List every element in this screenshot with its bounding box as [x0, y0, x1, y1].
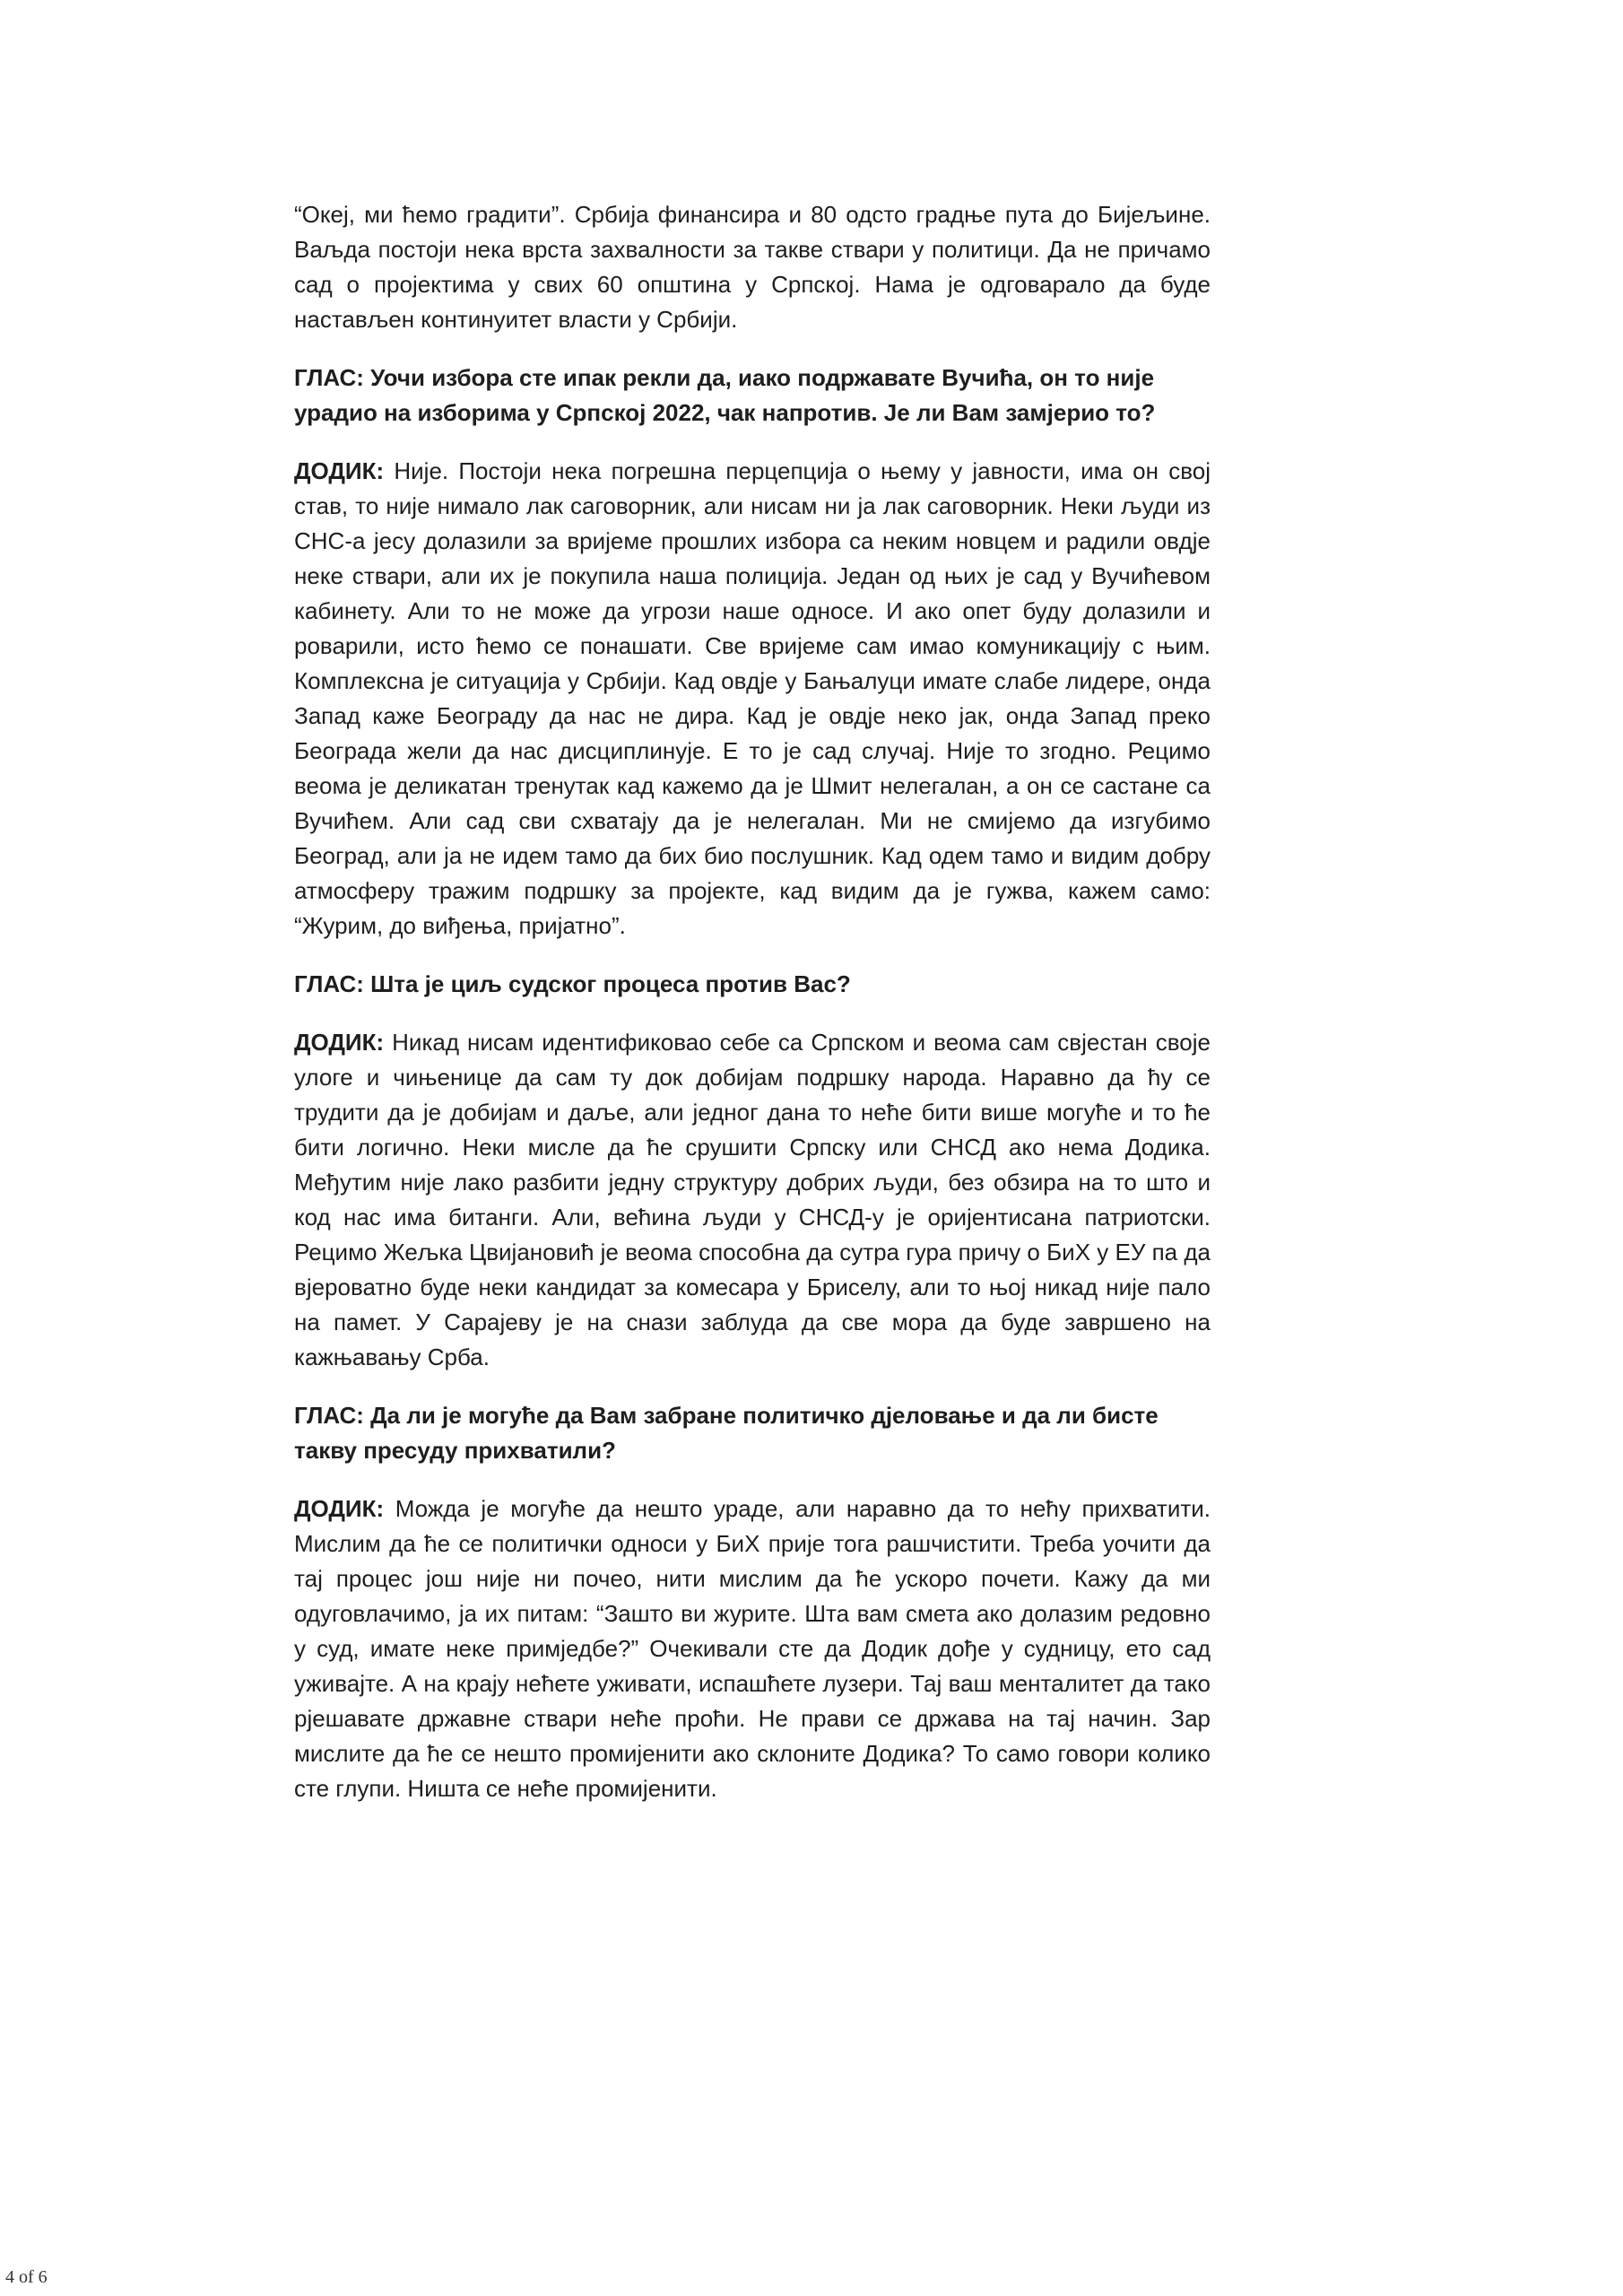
answer-text: Можда је могуће да нешто ураде, али наравно да то нећу прихватити. Мислим да ће се политички односи у БиХ прије тога рашчистити. Треба уочити да тај процес још није ни почео, нити мислим да ће ускоро почети. Кажу да ми одуговлачимо, ја их питам: “Зашто ви журите. Шта вам смета ако долазим редовно у суд, имате неке примједбе?” Очекивали сте да Додик дође у судницу, ето сад уживајте. А на крају нећете уживати, испашћете лузери. Тај ваш менталитет да тако рјешавате државне ствари неће проћи. Не прави се држава на тај начин. Зар мислите да ће се нешто промијенити ако склоните Додика? То само говори колико сте глупи. Ништа се неће промијенити. — [294, 1495, 1211, 1802]
article-body — [294, 197, 1211, 1830]
answer-3 — [294, 1492, 1211, 1806]
question-2: ГЛАС: Шта је циљ судског процеса против Вас? — [294, 970, 851, 997]
question-1: ГЛАС: Уочи избора сте ипак рекли да, иако подржавате Вучића, он то није урадио на изборима у Српској 2022, чак напротив. Је ли Вам замјерио то? — [294, 364, 1156, 426]
speaker-label: ДОДИК: — [294, 1495, 385, 1522]
speaker-label: ДОДИК: — [294, 1029, 385, 1056]
answer-text: Никад нисам идентификовао себе са Српском и веома сам свјестан своје улоге и чињенице да сам ту док добијам подршку народа. Наравно да ћу се трудити да је добијам и даље, али једног дана то неће бити више могуће и то ће бити логично. Неки мисле да ће срушити Српску или СНСД ако нема Додика. Међутим није лако разбити једну структуру добрих људи, без обзира на то што и код нас има битанги. Али, већина људи у СНСД-у је оријентисана патриотски. Рецимо Жељка Цвијановић је веома способна да сутра гура причу о БиХ у ЕУ па да вјероватно буде неки кандидат за комесара у Бриселу, али то њој никад није пало на памет. У Сарајеву је на снази заблуда да све мора да буде завршено на кажњавању Срба. — [294, 1029, 1211, 1370]
paragraph-intro: “Океј, ми ћемо градити”. Србија финансира и 80 одсто градње пута до Бијељине. Ваљда постоји нека врста захвалности за такве ствари у политици. Да не причамо сад о пројектима у свих 60 општина у Српској. Нама је одговарало да буде настављен континуитет власти у Србији. — [294, 201, 1211, 333]
question-3: ГЛАС: Да ли је могуће да Вам забране политичко дјеловање и да ли бисте такву пресуду прихватили? — [294, 1402, 1159, 1464]
page-number: 4 of 6 — [5, 2267, 48, 2287]
answer-2 — [294, 1025, 1211, 1375]
speaker-label: ДОДИК: — [294, 457, 385, 484]
answer-1 — [294, 454, 1211, 944]
answer-text: Није. Постоји нека погрешна перцепција о њему у јавности, има он свој став, то није нимало лак саговорник, али нисам ни ја лак саговорник. Неки људи из СНС-а јесу долазили за вријеме прошлих избора са неким новцем и радили овдје неке ствари, али их је покупила наша полиција. Један од њих је сад у Вучићевом кабинету. Али то не може да угрози наше односе. И ако опет буду долазили и роварили, исто ћемо се понашати. Све вријеме сам имао комуникацију с њим. Комплексна је ситуација у Србији. Кад овдје у Бањалуци имате слабе лидере, онда Запад каже Београду да нас не дира. Кад је овдје неко јак, онда Запад преко Београда жели да нас дисциплинује. Е то је сад случај. Није то згодно. Рецимо веома је деликатан тренутак кад кажемо да је Шмит нелегалан, а он се састане са Вучићем. Али сад сви схватају да је нелегалан. Ми не смијемо да изгубимо Београд, али ја не идем тамо да бих био послушник. Кад одем тамо и видим добру атмосферу тражим подршку за пројекте, кад видим да је гужва, кажем само: “Журим, до виђења, пријатно”. — [294, 457, 1211, 939]
